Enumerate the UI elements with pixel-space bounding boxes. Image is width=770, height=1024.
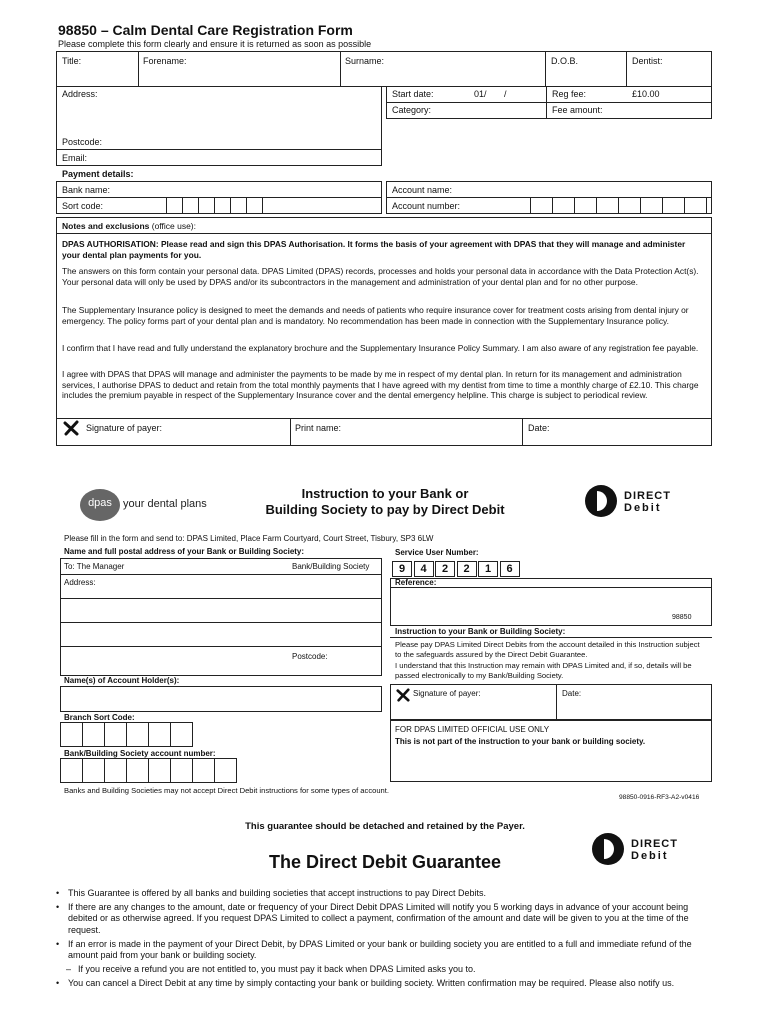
- dd-logo2-bottom: Debit: [631, 850, 669, 862]
- notes-label-normal: (office use):: [149, 221, 197, 231]
- instruction-p1: Please pay DPAS Limited Direct Debits from the account detailed in this Instruction subject to the safeguards assured by the Direct Debit Guarantee.: [395, 640, 700, 659]
- authorisation-box: [56, 233, 712, 446]
- account-number-cell[interactable]: [552, 197, 575, 214]
- account-holders-field[interactable]: [60, 686, 382, 712]
- form-code: 98850-0916-RF3-A2-v0416: [619, 794, 700, 801]
- bank-name-label: Bank name:: [62, 185, 111, 195]
- instruction-p2: I understand that this Instruction may remain with DPAS Limited and, if so, details will be passed electronically to my Bank/Building Society.: [395, 661, 692, 680]
- forename-field[interactable]: Forename:: [143, 56, 187, 66]
- title-field[interactable]: Title:: [62, 56, 82, 66]
- dd-account-number-cell[interactable]: [104, 758, 127, 783]
- dpas-logo-tagline: your dental plans: [123, 498, 207, 510]
- account-number-cell[interactable]: [640, 197, 663, 214]
- sort-code-label: Sort code:: [62, 201, 104, 211]
- cross-icon: [396, 688, 410, 702]
- service-user-digit: 2: [435, 561, 455, 577]
- dd-logo2-top: DIRECT: [631, 838, 678, 850]
- account-holders-label: Name(s) of Account Holder(s):: [64, 676, 180, 685]
- account-number-cell[interactable]: [574, 197, 597, 214]
- branch-sort-code-cell[interactable]: [82, 722, 105, 747]
- account-number-label: Account number:: [392, 201, 461, 211]
- to-manager: To: The Manager: [64, 562, 125, 571]
- dd-account-number-cell[interactable]: [60, 758, 83, 783]
- dd-logo-bottom: Debit: [624, 502, 662, 514]
- guarantee-sub-bullet: – If you receive a refund you are not entitled to, you must pay it back when DPAS Limited asks you to.: [56, 964, 720, 975]
- form-subtitle: Please complete this form clearly and ensure it is returned as soon as possible: [58, 39, 372, 49]
- form-title: 98850 – Calm Dental Care Registration Form: [58, 22, 353, 38]
- detach-note: This guarantee should be detached and retained by the Payer.: [245, 821, 525, 832]
- service-user-digit: 9: [392, 561, 412, 577]
- branch-sort-code-cell[interactable]: [60, 722, 83, 747]
- guarantee-bullet: • If an error is made in the payment of your Direct Debit, by DPAS Limited or your bank or building society you are entitled to a full and immediate refund of the amount paid from your bank or building society.: [56, 939, 720, 961]
- dd-title-line1: Instruction to your Bank or: [301, 486, 469, 501]
- insurance-paragraph: The Supplementary Insurance policy is designed to meet the demands and needs of patients who require insurance cover for treatment costs arising from dental injury or emergency. The policy forms part of your dental plan and is mandatory. No recommendation has been made in connection with the Supplementary Insurance policy.: [62, 305, 689, 326]
- guarantee-list: [56, 888, 720, 993]
- guarantee-bullet: • You can cancel a Direct Debit at any time by simply contacting your bank or building society. Written confirmation may be required. Please also notify us.: [56, 978, 720, 989]
- direct-debit-logo-2: [591, 832, 627, 866]
- address-box[interactable]: [56, 86, 382, 150]
- account-number-cell[interactable]: [596, 197, 619, 214]
- dentist-field[interactable]: Dentist:: [632, 56, 663, 66]
- start-date-separator: /: [504, 89, 507, 99]
- official-use-label: FOR DPAS LIMITED OFFICIAL USE ONLY: [395, 725, 550, 734]
- dd-account-number-cell[interactable]: [170, 758, 193, 783]
- bank-postcode-label: Postcode:: [292, 652, 328, 661]
- guarantee-title: The Direct Debit Guarantee: [268, 852, 502, 872]
- postcode-field[interactable]: Postcode:: [62, 137, 103, 147]
- send-to-address: Please fill in the form and send to: DPAS Limited, Place Farm Courtyard, Court Street, Tisbury, SP3 6LW: [64, 534, 434, 543]
- surname-field[interactable]: Surname:: [345, 56, 385, 66]
- category-field[interactable]: Category:: [392, 105, 432, 115]
- account-number-cell[interactable]: [684, 197, 707, 214]
- guarantee-bullet: • If there are any changes to the amount, date or frequency of your Direct Debit DPAS Limited will notify you 5 working days in advance of your account being debited or as otherwise agreed. If you request DPAS Limited to collect a payment, confirmation of the amount and date will be given to you at the time of the request.: [56, 902, 720, 936]
- service-user-digit: 6: [500, 561, 520, 577]
- not-part-label: This is not part of the instruction to your bank or building society.: [395, 737, 646, 746]
- notes-label: [62, 221, 196, 231]
- confirmation-paragraph: I confirm that I have read and fully understand the explanatory brochure and the Supplementary Insurance Policy Summary. I am also aware of any registration fee payable.: [62, 343, 699, 353]
- account-number-cell[interactable]: [530, 197, 553, 214]
- bank-building-society-label: Bank/Building Society: [292, 562, 370, 571]
- reference-value: 98850: [672, 614, 692, 621]
- dob-field[interactable]: D.O.B.: [551, 56, 579, 66]
- dd-account-number-cell[interactable]: [148, 758, 171, 783]
- data-protection-paragraph: The answers on this form contain your personal data. DPAS Limited (DPAS) records, processes and holds your personal data in accordance with the Data Protection Act(s). Your personal data will only be used by DPAS and/or its subcontractors in the management and administration of your dental plan and for no other purpose.: [62, 266, 699, 287]
- agreement-paragraph: I agree with DPAS that DPAS will manage and administer the payments to be made by me in respect of my dental plan. In return for its management and administration services, I authorise DPAS to deduct and retain from the total monthly payments that I have agreed with my dentist from time to time a monthly charge of £2.10. This charge includes the premium payable in respect of the Supplementary Insurance cover and the dental emergency helpline. This charge is subject to periodical review.: [62, 369, 699, 401]
- dd-account-number-cell[interactable]: [214, 758, 237, 783]
- email-label: Email:: [62, 153, 88, 163]
- dd-account-number-label: Bank/Building Society account number:: [64, 749, 216, 758]
- branch-sort-code-label: Branch Sort Code:: [64, 713, 135, 722]
- bank-address-label: Address:: [64, 578, 96, 587]
- address-label: Address:: [62, 89, 98, 99]
- sort-code-cell[interactable]: [182, 197, 199, 214]
- sort-code-cell[interactable]: [198, 197, 215, 214]
- date-field[interactable]: Date:: [528, 423, 550, 433]
- sort-code-cell[interactable]: [214, 197, 231, 214]
- dd-account-number-cell[interactable]: [126, 758, 149, 783]
- branch-sort-code-cell[interactable]: [104, 722, 127, 747]
- instruction-heading: Instruction to your Bank or Building Society:: [395, 627, 566, 636]
- branch-sort-code-cell[interactable]: [126, 722, 149, 747]
- reg-fee-label: Reg fee:: [552, 89, 587, 99]
- fee-amount-field[interactable]: Fee amount:: [552, 105, 603, 115]
- dd-logo-top: DIRECT: [624, 490, 671, 502]
- email-field[interactable]: [56, 149, 382, 166]
- reference-box[interactable]: [390, 578, 712, 626]
- start-date-label: Start date:: [392, 89, 434, 99]
- account-name-label: Account name:: [392, 185, 453, 195]
- notes-label-bold: Notes and exclusions: [62, 221, 150, 231]
- dd-date-label: Date:: [562, 689, 582, 698]
- account-number-cell[interactable]: [662, 197, 685, 214]
- sort-code-cell[interactable]: [166, 197, 183, 214]
- dd-account-number-cell[interactable]: [82, 758, 105, 783]
- service-user-digit: 1: [478, 561, 498, 577]
- sort-code-cell[interactable]: [246, 197, 263, 214]
- authorisation-heading: DPAS AUTHORISATION: Please read and sign this DPAS Authorisation. It forms the basis of your agreement with DPAS that they will manage and administer your dental plan payments for you.: [62, 239, 686, 260]
- service-user-digit: 4: [414, 561, 434, 577]
- reference-label: Reference:: [395, 578, 437, 587]
- service-user-label: Service User Number:: [395, 548, 479, 557]
- guarantee-bullet: • This Guarantee is offered by all banks and building societies that accept instructions to pay Direct Debits.: [56, 888, 720, 899]
- dd-account-number-cell[interactable]: [192, 758, 215, 783]
- dd-title-line2: Building Society to pay by Direct Debit: [265, 502, 505, 517]
- dpas-logo-word: dpas: [88, 497, 112, 509]
- account-number-cell[interactable]: [618, 197, 641, 214]
- branch-sort-code-cell[interactable]: [148, 722, 171, 747]
- start-date-value[interactable]: 01/: [474, 89, 487, 99]
- branch-sort-code-cell[interactable]: [170, 722, 193, 747]
- sort-code-cell[interactable]: [230, 197, 247, 214]
- print-name-field[interactable]: Print name:: [295, 423, 342, 433]
- signature-field[interactable]: Signature of payer:: [86, 423, 163, 433]
- bank-address-heading: Name and full postal address of your Bank or Building Society:: [64, 547, 305, 556]
- cross-icon: [63, 420, 79, 436]
- dd-signature-label: Signature of payer:: [413, 689, 481, 698]
- reg-fee-value: £10.00: [632, 89, 660, 99]
- payment-details-heading: Payment details:: [62, 169, 134, 179]
- banks-note: Banks and Building Societies may not accept Direct Debit instructions for some types of account.: [64, 786, 390, 795]
- service-user-digit: 2: [457, 561, 477, 577]
- bank-address-box[interactable]: [60, 558, 382, 676]
